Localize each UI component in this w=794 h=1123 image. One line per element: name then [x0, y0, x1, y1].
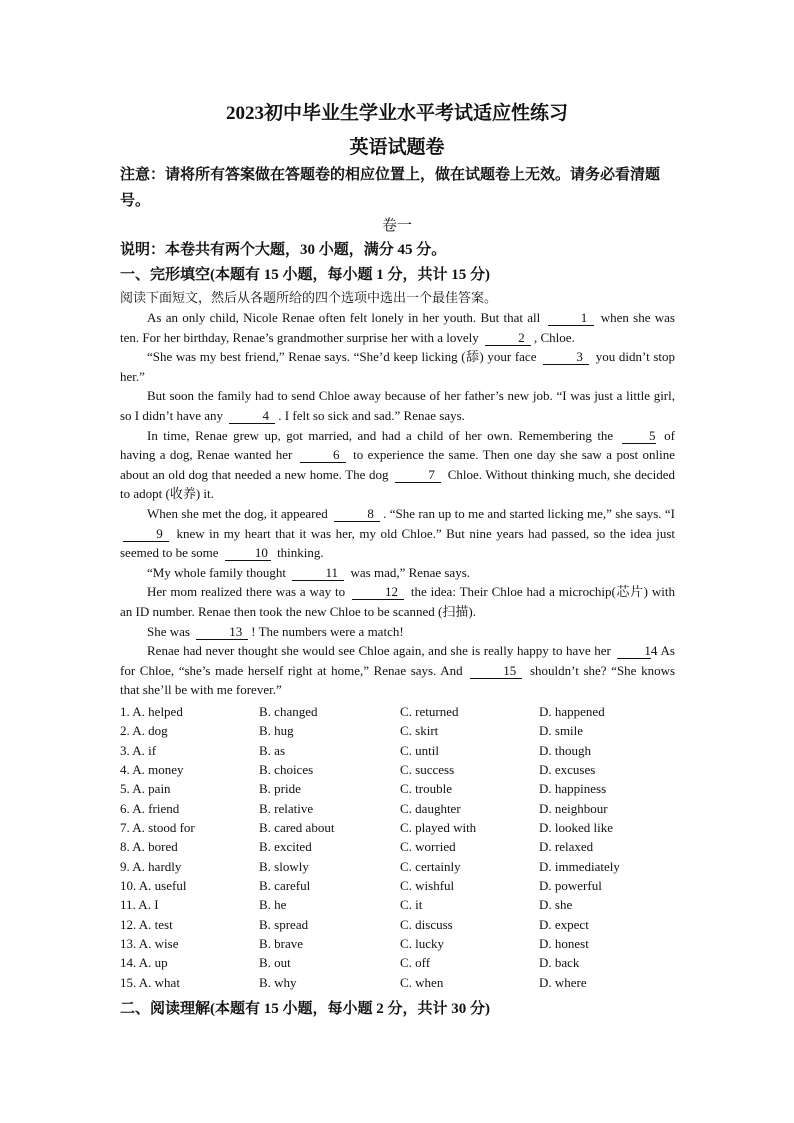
blank-11: 11 — [292, 566, 344, 581]
option-c: C. when — [400, 974, 444, 990]
option-row-8 — [120, 839, 680, 858]
option-b: B. spread — [259, 916, 309, 932]
passage-text: you didn’t stop her.” — [120, 349, 676, 384]
option-b: B. as — [259, 742, 285, 758]
option-row-14 — [120, 955, 680, 974]
option-d: D. relaxed — [539, 839, 594, 855]
passage-text: Her mom realized there was a way to — [147, 584, 346, 600]
blank-3: 3 — [543, 350, 589, 365]
passage-text: As an only child, Nicole Renae often felt lonely in her youth. But that all — [147, 310, 541, 325]
blank-6: 6 — [300, 448, 346, 463]
option-a: 3. A. if — [120, 742, 157, 758]
passage-text: “My whole family thought — [147, 564, 287, 580]
option-c: C. discuss — [400, 916, 453, 932]
option-b: B. he — [259, 897, 287, 913]
passage-paragraph — [120, 426, 675, 504]
option-c: C. it — [400, 897, 423, 913]
volume-label: 卷一 — [381, 218, 412, 234]
option-a: 2. A. dog — [120, 723, 168, 739]
passage-text: of having a dog, Renae wanted her — [120, 427, 676, 463]
exam-notice: 注意：请将所有答案做在答题卷的相应位置上，做在试题卷上无效。请务必看清题号。 — [120, 167, 661, 209]
option-a: 7. A. stood for — [120, 820, 195, 836]
blank-9: 9 — [123, 527, 169, 542]
option-b: B. slowly — [259, 858, 309, 874]
passage-text: Renae had never thought she would see Chloe again, and she is really happy to have her — [147, 643, 611, 659]
passage-text: . As for Chloe, “she’s made herself right at home,” Renae says. And — [120, 643, 675, 678]
option-d: D. looked like — [539, 820, 614, 836]
option-row-4 — [120, 762, 680, 781]
option-row-6 — [120, 801, 680, 820]
section2-heading: 二、阅读理解(本题有 15 小题，每小题 2 分，共计 30 分) — [120, 1001, 490, 1017]
option-b: B. changed — [259, 704, 318, 719]
option-b: B. brave — [259, 936, 304, 952]
passage-text: , Chloe. — [533, 329, 575, 345]
option-c: C. skirt — [400, 723, 439, 739]
option-c: C. returned — [400, 704, 459, 719]
option-d: D. expect — [539, 916, 589, 932]
passage-text: Chloe. Without thinking much, she decided to adopt (收养) it. — [120, 466, 676, 502]
blank-2: 2 — [485, 331, 531, 346]
option-c: C. certainly — [400, 858, 461, 874]
option-d: D. where — [539, 974, 587, 990]
option-row-7 — [120, 820, 680, 839]
passage-text: when she was ten. For her birthday, Renae’s grandmother surprise her with a lovely — [120, 310, 675, 345]
blank-4: 4 — [229, 409, 275, 424]
option-d: D. she — [539, 897, 573, 913]
blank-8: 8 — [334, 507, 380, 522]
cloze-passage — [120, 308, 675, 700]
passage-text: In time, Renae grew up, got married, and had a child of her own. Remembering the — [147, 427, 614, 443]
passage-text: . I felt so sick and sad.” Renae says. — [278, 407, 465, 423]
option-a: 15. A. what — [120, 974, 180, 990]
passage-text: When she met the dog, it appeared — [147, 505, 328, 521]
option-d: D. excuses — [539, 762, 596, 778]
option-d: D. honest — [539, 936, 589, 952]
blank-14: 14 — [617, 644, 651, 659]
section1-instruction: 阅读下面短文，然后从各题所给的四个选项中选出一个最佳答案。 — [120, 290, 498, 305]
passage-paragraph — [120, 386, 675, 425]
passage-paragraph — [120, 504, 675, 563]
option-row-11 — [120, 897, 680, 916]
option-a: 5. A. pain — [120, 781, 171, 797]
passage-paragraph — [120, 582, 675, 621]
option-b: B. out — [259, 955, 291, 971]
option-a: 12. A. test — [120, 916, 173, 932]
option-c: C. daughter — [400, 800, 461, 816]
option-d: D. smile — [539, 723, 584, 739]
option-row-2 — [120, 723, 680, 742]
passage-paragraph — [120, 347, 675, 386]
blank-13: 13 — [196, 625, 248, 640]
option-c: C. lucky — [400, 936, 445, 952]
option-row-3 — [120, 743, 680, 762]
option-row-1 — [120, 704, 680, 723]
option-c: C. wishful — [400, 878, 455, 894]
option-d: D. though — [539, 742, 591, 758]
passage-paragraph — [120, 563, 675, 583]
blank-1: 1 — [548, 311, 594, 326]
passage-text: She was — [147, 623, 190, 639]
option-c: C. played with — [400, 820, 477, 836]
option-d: D. happiness — [539, 781, 607, 797]
option-d: D. back — [539, 955, 580, 971]
section1-heading: 一、完形填空(本题有 15 小题，每小题 1 分，共计 15 分) — [120, 267, 490, 283]
option-row-10 — [120, 878, 680, 897]
passage-text: shouldn’t she? “She knows that she’ll be with me forever.” — [120, 662, 676, 698]
passage-text: was mad,” Renae says. — [350, 564, 471, 580]
option-row-15 — [120, 975, 680, 994]
option-b: B. careful — [259, 878, 311, 894]
passage-text: thinking. — [277, 545, 324, 561]
option-row-12 — [120, 917, 680, 936]
option-b: B. excited — [259, 839, 312, 855]
option-b: B. why — [259, 974, 297, 990]
option-b: B. hug — [259, 723, 294, 739]
passage-text: . “She ran up to me and started licking me,” she says. “I — [383, 505, 675, 521]
passage-paragraph — [120, 308, 675, 347]
option-d: D. immediately — [539, 858, 620, 874]
option-a: 1. A. helped — [120, 704, 183, 719]
option-c: C. trouble — [400, 781, 452, 797]
passage-paragraph — [120, 622, 675, 642]
option-b: B. choices — [259, 762, 314, 778]
passage-text: knew in my heart that it was her, my old Chloe.” But nine years had passed, so the idea just seemed to be some — [120, 525, 676, 561]
answer-options — [120, 704, 680, 994]
option-b: B. cared about — [259, 820, 335, 836]
option-d: D. neighbour — [539, 800, 608, 816]
passage-text: “She was my best friend,” Renae says. “She’d keep licking (舔) your face — [147, 349, 537, 365]
option-a: 6. A. friend — [120, 800, 180, 816]
exam-title: 2023初中毕业生学业水平考试适应性练习 — [225, 103, 568, 124]
option-row-5 — [120, 781, 680, 800]
option-d: D. happened — [539, 704, 605, 719]
blank-10: 10 — [225, 546, 271, 561]
blank-7: 7 — [395, 468, 441, 483]
option-row-13 — [120, 936, 680, 955]
option-c: C. worried — [400, 839, 456, 855]
option-row-9 — [120, 859, 680, 878]
option-b: B. pride — [259, 781, 301, 797]
option-a: 8. A. bored — [120, 839, 178, 855]
passage-text: the idea: Their Chloe had a microchip(芯片) with an ID number. Renae then took the new Chloe to be scanned (扫描). — [120, 584, 675, 619]
passage-paragraph — [120, 641, 675, 700]
option-c: C. until — [400, 742, 440, 758]
option-c: C. success — [400, 762, 455, 778]
volume-explanation: 说明：本卷共有两个大题，30 小题，满分 45 分。 — [120, 242, 447, 258]
option-d: D. powerful — [539, 878, 602, 894]
blank-5: 5 — [622, 429, 656, 444]
option-a: 13. A. wise — [120, 936, 179, 952]
option-a: 4. A. money — [120, 762, 184, 778]
passage-text: ! The numbers were a match! — [251, 623, 404, 639]
option-c: C. off — [400, 955, 431, 971]
option-a: 10. A. useful — [120, 878, 187, 894]
passage-text: But soon the family had to send Chloe away because of her father’s new job. “I was just a little girl, so I didn’t have any — [120, 388, 675, 423]
option-a: 14. A. up — [120, 955, 168, 971]
blank-15: 15 — [470, 664, 522, 679]
option-b: B. relative — [259, 800, 314, 816]
blank-12: 12 — [352, 585, 404, 600]
passage-text: to experience the same. Then one day she saw a post online about an old dog that needed a new home. The dog — [120, 447, 675, 482]
exam-subtitle: 英语试题卷 — [349, 137, 445, 158]
option-a: 11. A. I — [120, 897, 159, 913]
option-a: 9. A. hardly — [120, 858, 182, 874]
